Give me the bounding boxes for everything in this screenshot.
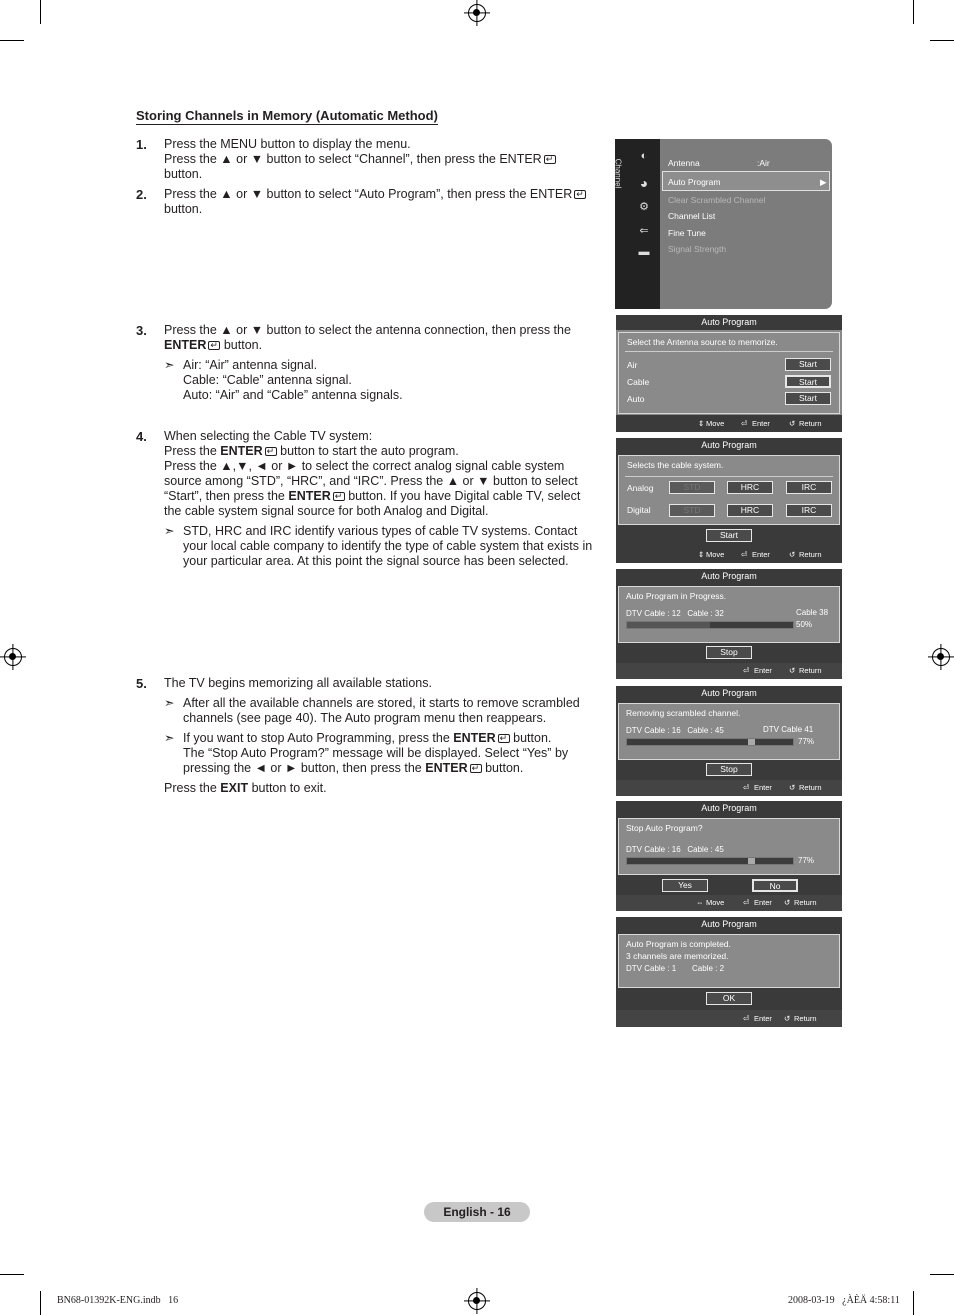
channel-count: DTV Cable : 12 Cable : 32 <box>626 609 724 618</box>
input-icon: ⇐ <box>639 225 649 237</box>
registration-mark-icon <box>4 648 22 666</box>
progress-bar <box>626 857 794 865</box>
progress-percent: 77% <box>798 856 815 865</box>
analog-irc-button[interactable]: IRC <box>786 481 832 494</box>
enter-icon: ⏎ <box>741 419 748 428</box>
osd-body <box>618 332 840 414</box>
enter-icon <box>574 190 586 199</box>
enter-icon <box>333 492 345 501</box>
return-icon: ↺ <box>784 1014 791 1023</box>
crop-mark <box>0 40 24 41</box>
step-text: button to start the auto program. <box>280 444 459 458</box>
step-4 <box>136 429 611 569</box>
note-text: STD, HRC and IRC identify various types of cable TV systems. Contact <box>183 524 578 538</box>
enter-keyword: ENTER <box>220 444 263 458</box>
step-text: button to exit. <box>251 781 327 795</box>
menu-item-auto-program[interactable]: Auto Program <box>668 177 721 187</box>
enter-icon: ⏎ <box>741 550 748 559</box>
crop-mark <box>913 1291 914 1315</box>
note-text: Cable: “Cable” antenna signal. <box>183 373 352 387</box>
page-number: English - 16 <box>424 1202 530 1222</box>
enter-icon <box>470 764 482 773</box>
step-text: Press the ▲ or ▼ button to select “Auto Program”, then press the ENTER <box>164 187 573 201</box>
registration-mark-icon <box>932 648 950 666</box>
osd-footer <box>616 1010 842 1027</box>
enter-keyword: ENTER <box>164 338 207 352</box>
enter-icon <box>544 155 556 164</box>
osd-body <box>618 818 840 875</box>
cable-count: Cable : 2 <box>692 964 725 973</box>
enter-icon <box>208 341 220 350</box>
picture-icon: ◐ <box>640 150 648 162</box>
registration-mark-icon <box>468 1292 486 1310</box>
step-text: Press the ▲ or ▼ button to select the antenna connection, then press the <box>164 323 571 337</box>
osd-header: Auto Program <box>616 569 842 584</box>
footer-move: Move <box>706 898 725 907</box>
auto-program-osd-removing <box>616 686 842 796</box>
registration-mark-icon <box>468 4 486 22</box>
enter-keyword: ENTER <box>288 489 331 503</box>
move-lr-icon: ⇔ <box>696 898 704 907</box>
digital-hrc-button[interactable]: HRC <box>727 504 773 517</box>
auto-program-osd-stop-confirm <box>616 801 842 911</box>
return-icon: ↺ <box>789 666 796 675</box>
osd-prompt: Stop Auto Program? <box>626 823 703 833</box>
step-number: 5. <box>136 676 147 691</box>
print-slug-file: BN68-01392K-ENG.indb 16 <box>57 1295 179 1306</box>
start-button-cable[interactable]: Start <box>785 375 831 388</box>
note-text: Air: “Air” antenna signal. <box>183 358 318 372</box>
note-arrow-icon: ➣ <box>164 731 175 745</box>
osd-prompt: Select the Antenna source to memorize. <box>627 337 778 347</box>
auto-program-osd-antenna <box>616 315 842 432</box>
return-icon: ↺ <box>784 898 791 907</box>
step-text: Press the ▲ or ▼ button to select “Channel”, then press the ENTER <box>164 152 542 166</box>
footer-enter: Enter <box>754 1014 772 1023</box>
osd-header: Auto Program <box>616 686 842 701</box>
enter-icon: ⏎ <box>743 666 750 675</box>
step-text: source among “STD”, “HRC”, and “IRC”. Press the ▲ or ▼ button to select <box>164 474 578 488</box>
start-button-air[interactable]: Start <box>785 358 831 371</box>
osd-header: Auto Program <box>616 315 842 330</box>
step-text: Press the MENU button to display the menu. <box>164 137 411 151</box>
step-text: “Start”, then press the <box>164 489 285 503</box>
osd-prompt: Selects the cable system. <box>627 460 724 470</box>
step-text: button. <box>164 167 203 181</box>
note-text: button. <box>513 731 552 745</box>
progress-percent: 77% <box>798 737 815 746</box>
osd-body <box>618 934 840 988</box>
note <box>164 731 611 776</box>
analog-std-button[interactable]: STD <box>669 481 715 494</box>
menu-item-signal-strength: Signal Strength <box>668 244 727 254</box>
progress-percent: 50% <box>796 620 813 629</box>
osd-header: Auto Program <box>616 917 842 932</box>
auto-program-osd-progress <box>616 569 842 679</box>
osd-body <box>618 703 840 760</box>
step-text: Press the <box>164 444 217 458</box>
digital-std-button[interactable]: STD <box>669 504 715 517</box>
step-text: button. If you have Digital cable TV, select <box>348 489 581 503</box>
footer-return: Return <box>799 666 822 675</box>
footer-enter: Enter <box>754 783 772 792</box>
menu-item-antenna-value: :Air <box>757 158 770 168</box>
footer-enter: Enter <box>752 550 770 559</box>
start-button-auto[interactable]: Start <box>785 392 831 405</box>
menu-item-channel-list[interactable]: Channel List <box>668 211 716 221</box>
step-text: button. <box>223 338 263 352</box>
enter-keyword: ENTER <box>453 731 496 745</box>
start-button[interactable]: Start <box>706 529 752 542</box>
note-text: After all the available channels are stored, it starts to remove scrambled <box>183 696 580 710</box>
channel-count: DTV Cable : 16 Cable : 45 <box>626 845 724 854</box>
stop-button[interactable]: Stop <box>706 646 752 659</box>
enter-icon: ⏎ <box>743 783 750 792</box>
note-arrow-icon: ➣ <box>164 524 175 538</box>
footer-return: Return <box>799 550 822 559</box>
step-2 <box>136 187 611 217</box>
channel-menu-osd <box>615 139 832 309</box>
return-icon: ↺ <box>789 550 796 559</box>
digital-label: Digital <box>627 505 651 515</box>
footer-return: Return <box>794 898 817 907</box>
footer-return: Return <box>799 419 822 428</box>
completed-message: Auto Program is completed. <box>626 939 731 949</box>
note-text: your particular area. At this point the signal source has been selected. <box>183 554 569 568</box>
print-slug-date: 2008-03-19 ¿ÀÈÄ 4:58:11 <box>788 1295 900 1306</box>
channel-icon: ◕ <box>639 175 649 191</box>
footer-return: Return <box>799 783 822 792</box>
enter-keyword: ENTER <box>425 761 468 775</box>
memorized-count: 3 channels are memorized. <box>626 951 729 961</box>
osd-header: Auto Program <box>616 801 842 816</box>
divider <box>625 351 833 352</box>
note-arrow-icon: ➣ <box>164 696 175 710</box>
enter-icon: ⏎ <box>743 1014 750 1023</box>
move-icon: ⇕ <box>698 550 705 559</box>
note-text: If you want to stop Auto Programming, press the <box>183 731 450 745</box>
step-text: The TV begins memorizing all available stations. <box>164 676 432 690</box>
osd-header: Auto Program <box>616 438 842 453</box>
step-text: the cable system signal source for both Analog and Digital. <box>164 504 489 518</box>
menu-arrow-right-icon: ▶ <box>820 177 827 187</box>
return-icon: ↺ <box>789 783 796 792</box>
footer-return: Return <box>794 1014 817 1023</box>
footer-move: Move <box>706 419 725 428</box>
footer-enter: Enter <box>754 898 772 907</box>
step-text: button. <box>164 202 203 216</box>
step-number: 2. <box>136 187 147 202</box>
page-title: Storing Channels in Memory (Automatic Method) <box>136 108 438 123</box>
crop-mark <box>913 0 914 24</box>
yes-button[interactable]: Yes <box>662 879 708 892</box>
no-button[interactable]: No <box>752 879 798 892</box>
divider <box>625 476 833 477</box>
step-1 <box>136 137 611 182</box>
footer-move: Move <box>706 550 725 559</box>
ok-button[interactable]: OK <box>706 992 752 1005</box>
crop-mark <box>930 1274 954 1275</box>
step-number: 3. <box>136 323 147 338</box>
osd-prompt: Auto Program in Progress. <box>626 591 727 601</box>
crop-mark <box>40 0 41 24</box>
step-text: Press the ▲,▼, ◄ or ► to select the correct analog signal cable system <box>164 459 565 473</box>
osd-footer <box>616 415 842 432</box>
application-icon: ▬ <box>638 246 650 258</box>
note-text: pressing the ◄ or ► button, then press the <box>183 761 422 775</box>
current-channel: DTV Cable 41 <box>763 725 814 734</box>
menu-item-fine-tune[interactable]: Fine Tune <box>668 228 706 238</box>
osd-footer <box>616 780 842 796</box>
osd-prompt: Removing scrambled channel. <box>626 708 741 718</box>
step-3 <box>136 323 611 403</box>
move-icon: ⇕ <box>698 419 705 428</box>
step-text: When selecting the Cable TV system: <box>164 429 373 443</box>
return-icon: ↺ <box>789 419 796 428</box>
step-number: 1. <box>136 137 147 152</box>
menu-item-antenna[interactable]: Antenna <box>668 158 700 168</box>
note-text: The “Stop Auto Program?” message will be displayed. Select “Yes” by <box>183 746 569 760</box>
row-label-air: Air <box>627 360 638 370</box>
step-number: 4. <box>136 429 147 444</box>
dtv-cable-count: DTV Cable : 1 <box>626 964 677 973</box>
row-label-cable: Cable <box>627 377 650 387</box>
menu-item-clear-scrambled: Clear Scrambled Channel <box>668 195 766 205</box>
note <box>164 358 611 403</box>
note-text: your local cable company to identify the type of cable system that exists in <box>183 539 593 553</box>
crop-mark <box>40 1291 41 1315</box>
auto-program-osd-cable-system <box>616 438 842 563</box>
note-text: button. <box>485 761 524 775</box>
note-arrow-icon: ➣ <box>164 358 175 372</box>
progress-bar <box>626 738 794 746</box>
digital-irc-button[interactable]: IRC <box>786 504 832 517</box>
current-channel: Cable 38 <box>796 608 829 617</box>
osd-body <box>618 586 840 643</box>
row-label-auto: Auto <box>627 394 645 404</box>
crop-mark <box>930 40 954 41</box>
enter-icon <box>265 447 277 456</box>
osd-footer <box>616 895 842 911</box>
step-5 <box>136 676 611 796</box>
osd-footer <box>616 546 842 563</box>
step-text: Press the <box>164 781 217 795</box>
menu-side-label: Channel <box>613 158 623 189</box>
osd-body <box>618 455 840 525</box>
stop-button[interactable]: Stop <box>706 763 752 776</box>
exit-keyword: EXIT <box>220 781 249 795</box>
progress-bar <box>626 621 794 629</box>
analog-label: Analog <box>627 483 654 493</box>
footer-enter: Enter <box>754 666 772 675</box>
analog-hrc-button[interactable]: HRC <box>727 481 773 494</box>
footer-enter: Enter <box>752 419 770 428</box>
note <box>164 696 611 726</box>
osd-footer <box>616 663 842 679</box>
setup-gear-icon: ⚙ <box>639 201 649 213</box>
note <box>164 524 611 569</box>
note-text: channels (see page 40). The Auto program menu then reappears. <box>183 711 547 725</box>
enter-icon: ⏎ <box>743 898 750 907</box>
channel-count: DTV Cable : 16 Cable : 45 <box>626 726 724 735</box>
auto-program-osd-completed <box>616 917 842 1027</box>
enter-icon <box>498 734 510 743</box>
crop-mark <box>0 1274 24 1275</box>
note-text: Auto: “Air” and “Cable” antenna signals. <box>183 388 403 402</box>
